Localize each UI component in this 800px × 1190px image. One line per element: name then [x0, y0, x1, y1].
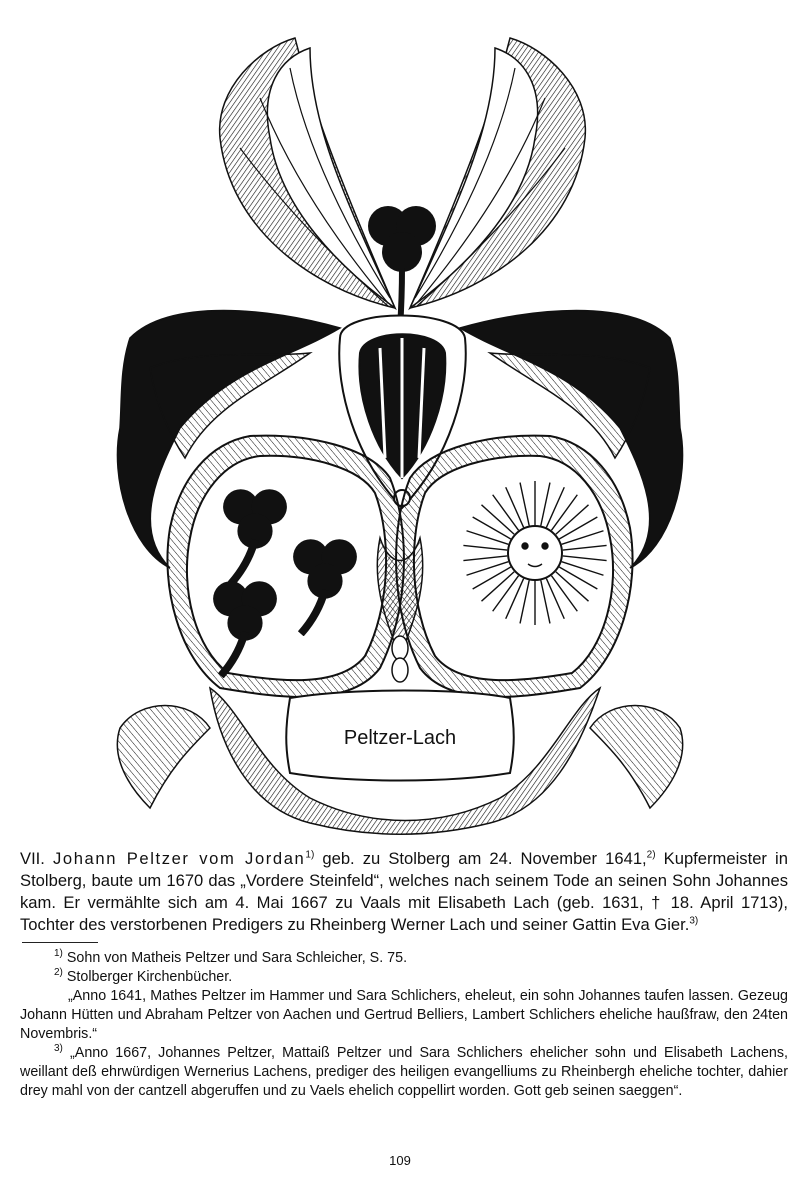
footnote-mark: 2)	[54, 967, 63, 979]
footnote-text: Stolberger Kirchenbücher.	[66, 969, 233, 985]
footnote-ref-3[interactable]: 3)	[689, 915, 699, 927]
footnote-text: „Anno 1667, Johannes Peltzer, Mattaiß Peltzer und Sara Schlichers ehelicher sohn und Elisabeth Lachens, weillant deß ehrwürdigen Wernerius Lachens, prediger des heiligen evangelliums zu Rheinbergh eheliche tochter, dahier drey mahl von der cantzell abgeruffen und zu Vaels ehelich coppellirt worden. Gott geb seinen saeggen“.	[20, 1045, 788, 1099]
footnote-mark: 1)	[54, 948, 63, 960]
text-segment: geb. zu Stolberg am 24. November 1641,	[322, 849, 647, 868]
cartouche-label: Peltzer-Lach	[343, 727, 457, 749]
name-cartouche	[286, 691, 514, 781]
right-shield	[396, 436, 632, 697]
footnote-3	[20, 1044, 788, 1101]
footnote-ref-1[interactable]: 1)	[305, 849, 315, 861]
coat-of-arms-illustration	[110, 8, 690, 846]
roman-numeral: VII.	[20, 849, 45, 868]
text-segment: Kupfermeister in Stolberg, baute um 1670 das „Vordere Steinfeld“, welches nach seinem Tode an seinen Sohn Johannes kam. Er vermählte sich am 4. Mai 1667 zu Vaals mit Elisabeth Lach (geb. 1631, † 18. April 1713), Tochter des verstorbenen Predigers zu Rheinberg Werner Lach und seiner Gattin Eva Gier.	[20, 849, 788, 934]
main-paragraph	[20, 848, 788, 936]
footnote-divider	[22, 942, 98, 943]
left-shield	[167, 436, 403, 697]
footnote-text: Sohn von Matheis Peltzer und Sara Schleicher, S. 75.	[66, 950, 408, 966]
footnote-ref-2[interactable]: 2)	[646, 849, 656, 861]
footnote-1	[20, 949, 788, 968]
footnote-text: „Anno 1641, Mathes Peltzer im Hammer und Sara Schlichers, eheleut, ein sohn Johannes taufen lassen. Gezeug Johann Hütten und Abraham Peltzer von Aachen und Gertrud Belliers, Lambert Schlichers eheliche haußfraw, den 24ten Novembris.“	[20, 988, 788, 1042]
footnote-2	[20, 968, 788, 987]
page-number: 109	[389, 1153, 411, 1168]
footnote-mark: 3)	[54, 1043, 63, 1055]
person-name: Johann Peltzer vom Jordan	[52, 849, 306, 868]
footnote-2-quote	[20, 987, 788, 1044]
footnotes	[20, 949, 788, 1101]
